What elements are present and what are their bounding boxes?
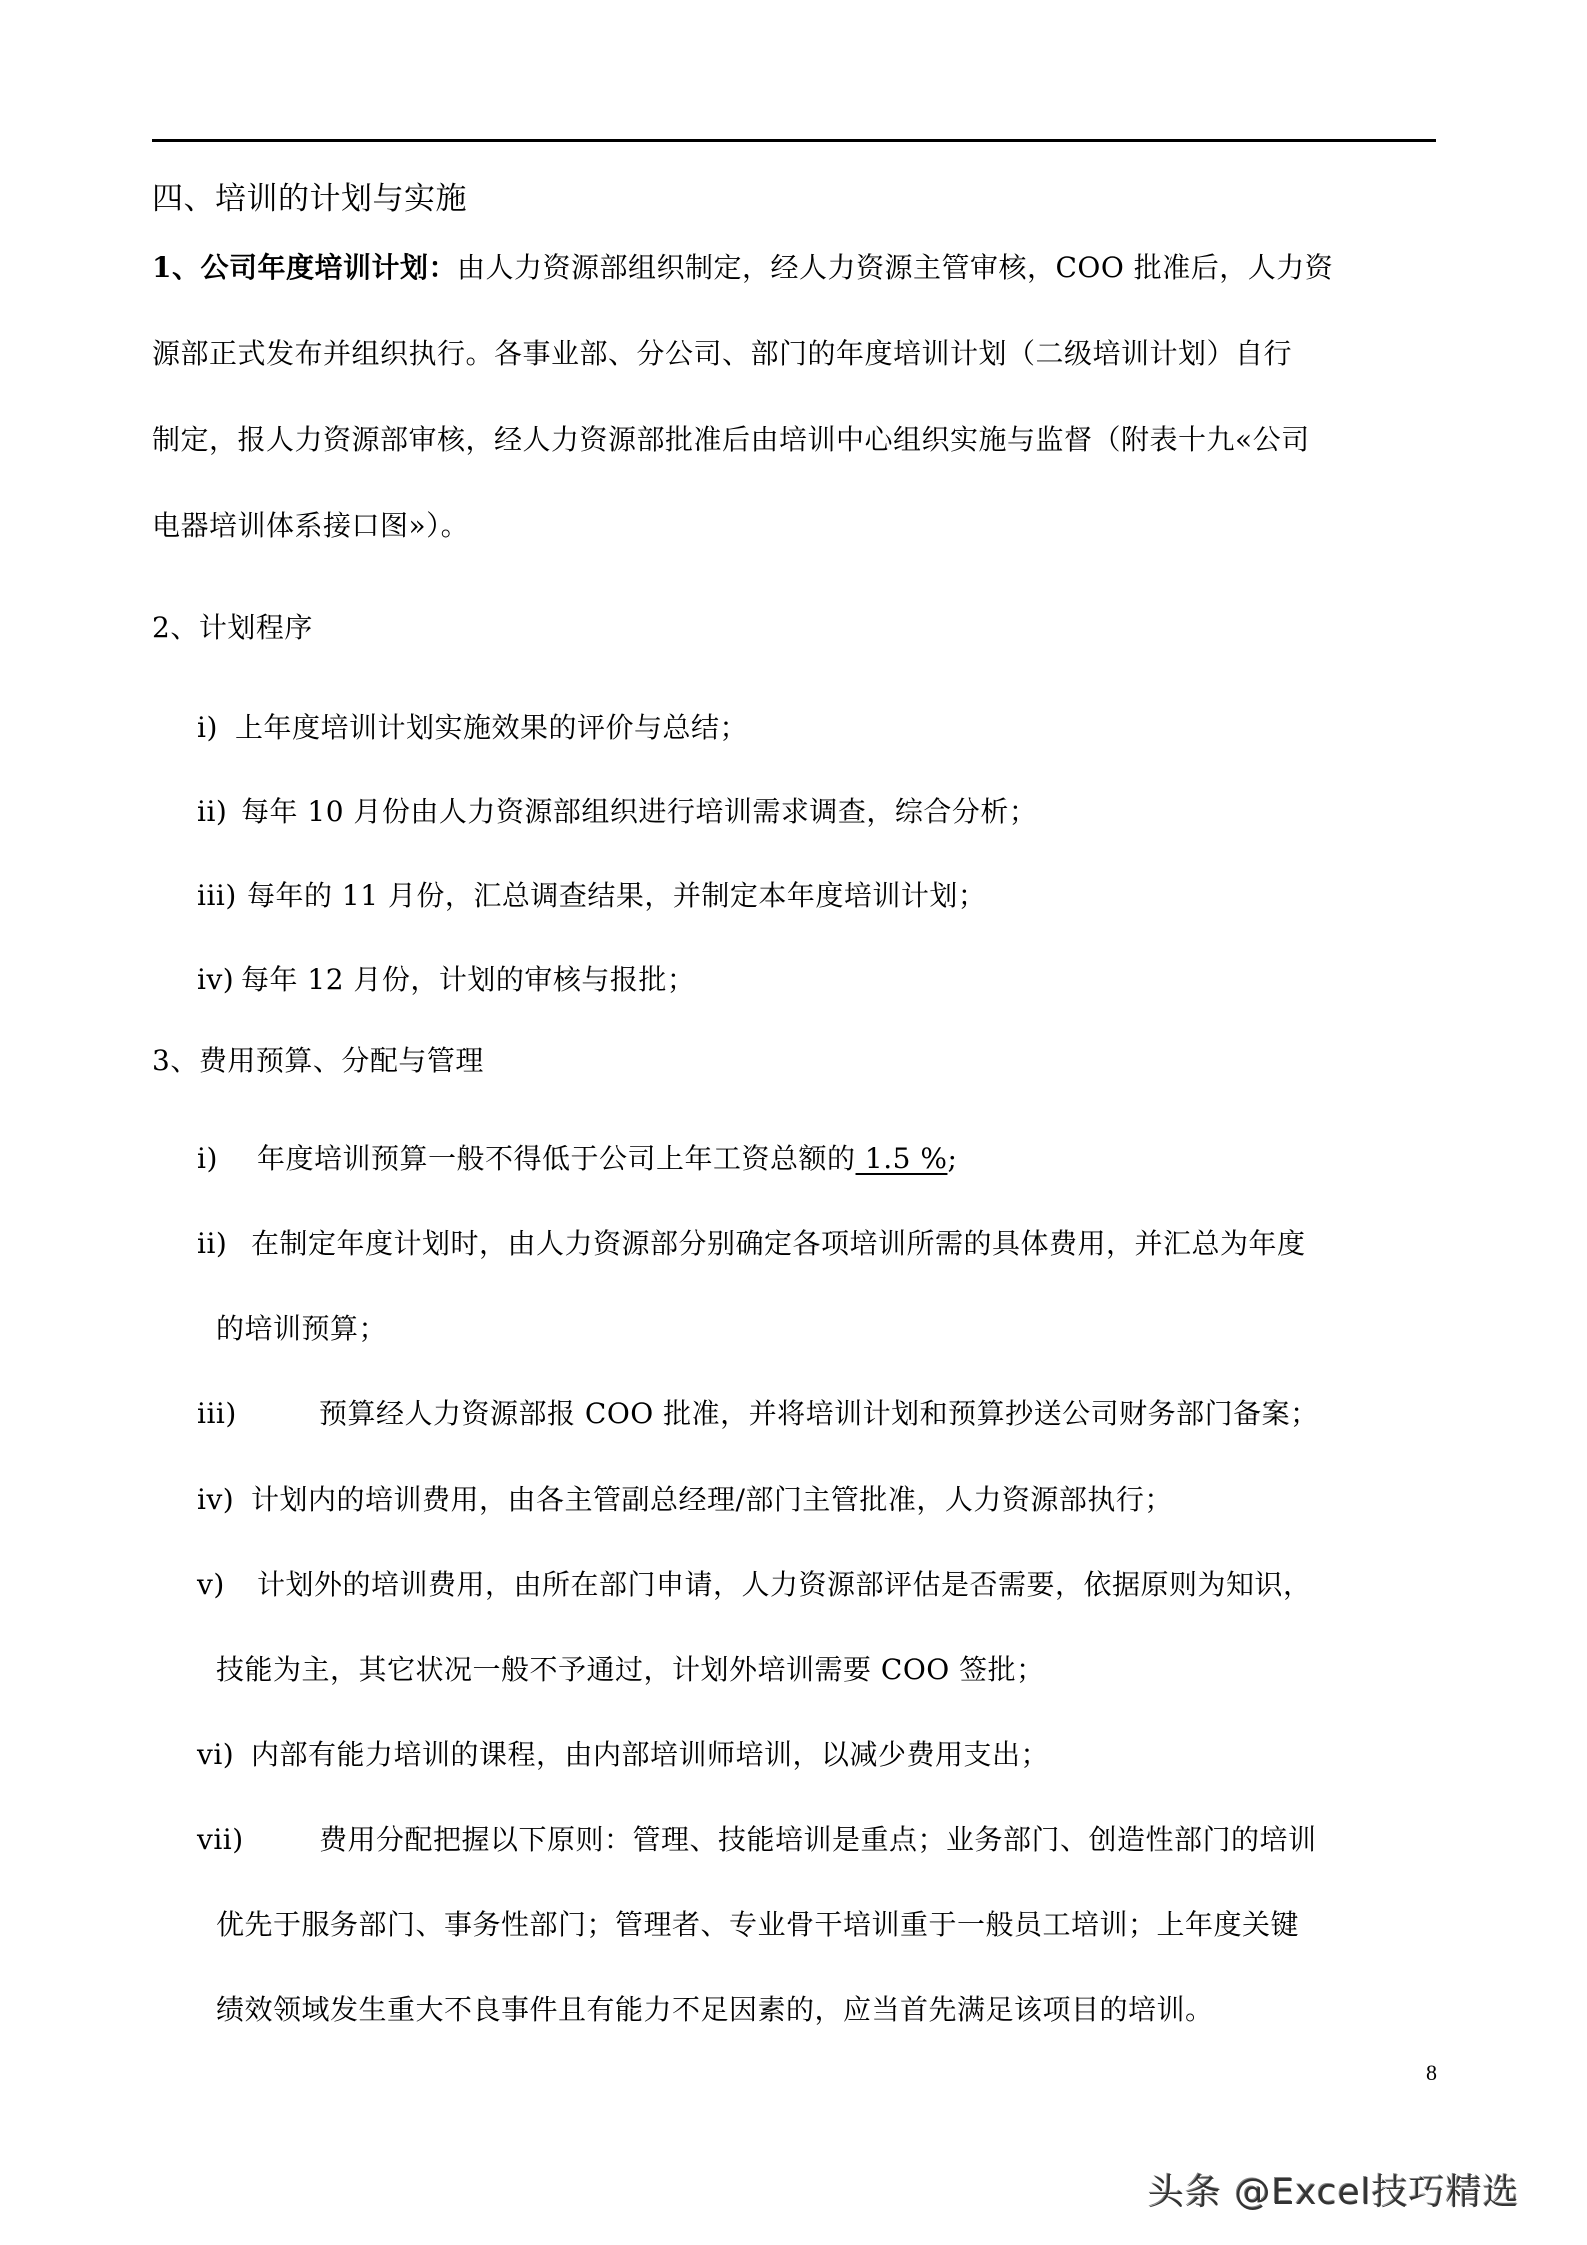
s3-item-5-cont: 技能为主，其它状况一般不予通过，计划外培训需要 COO 签批；: [216, 1653, 1045, 1686]
s1-line-1: [152, 251, 1333, 285]
item-marker: i): [197, 1142, 218, 1175]
item-marker: iii): [197, 1397, 237, 1430]
item-marker: iv): [197, 1483, 235, 1516]
s1-text-1: 由人力资源部组织制定，经人力资源主管审核，COO 批准后，人力资: [456, 251, 1334, 284]
s2-item-1: [197, 711, 748, 745]
item-text: 每年的 11 月份，汇总调查结果，并制定本年度培训计划；: [247, 879, 987, 912]
item-text: 每年 12 月份，计划的审核与报批；: [241, 963, 696, 996]
item-text: 预算经人力资源部报 COO 批准，并将培训计划和预算抄送公司财务部门备案；: [319, 1397, 1319, 1430]
s3-item-5: [197, 1568, 1312, 1602]
s3-item-2-cont: 的培训预算；: [216, 1312, 388, 1345]
s1-line-4: 电器培训体系接口图»）。: [152, 509, 470, 542]
s3-item-7-cont: 优先于服务部门、事务性部门；管理者、专业骨干培训重于一般员工培训；上年度关键: [216, 1908, 1300, 1941]
s2-item-3: [197, 879, 986, 913]
watermark: 头条 @Excel技巧精选: [1148, 2172, 1520, 2213]
item-text: 在制定年度计划时，由人力资源部分别确定各项培训所需的具体费用，并汇总为年度: [251, 1227, 1306, 1260]
item-text: 费用分配把握以下原则：管理、技能培训是重点；业务部门、创造性部门的培训: [319, 1823, 1317, 1856]
item-text: 计划内的培训费用，由各主管副总经理/部门主管批准，人力资源部执行；: [251, 1483, 1173, 1516]
section-title: 四、培训的计划与实施: [152, 181, 467, 217]
item-marker: ii): [197, 795, 228, 828]
item-text: 每年 10 月份由人力资源部组织进行培训需求调查，综合分析；: [241, 795, 1038, 828]
s2-item-4: [197, 963, 695, 997]
s2-item-2: [197, 795, 1037, 829]
page-number: 8: [1426, 2060, 1437, 2085]
item-marker: iii): [197, 879, 237, 912]
s3-item-4: [197, 1483, 1173, 1517]
s3-item-7-cont2: 绩效领域发生重大不良事件且有能力不足因素的，应当首先满足该项目的培训。: [216, 1993, 1214, 2026]
s3-item-7: [197, 1823, 1317, 1857]
s1-line-2: 源部正式发布并组织执行。各事业部、分公司、部门的年度培训计划（二级培训计划）自行: [152, 337, 1293, 370]
s2-title: 2、计划程序: [152, 611, 313, 644]
item-marker: i): [197, 711, 218, 744]
s3-item-2: [197, 1227, 1306, 1261]
s3-item-3: [197, 1397, 1319, 1431]
budget-percent: 1.5 %: [855, 1142, 948, 1175]
s3-title: 3、费用预算、分配与管理: [152, 1044, 484, 1077]
item-marker: iv): [197, 963, 235, 996]
s1-line-3: 制定，报人力资源部审核，经人力资源部批准后由培训中心组织实施与监督（附表十九«公司: [152, 423, 1310, 456]
item-text: 计划外的培训费用，由所在部门申请，人力资源部评估是否需要，依据原则为知识，: [257, 1568, 1312, 1601]
item-marker: ii): [197, 1227, 228, 1260]
item-marker: vi): [197, 1738, 235, 1771]
item-text: 内部有能力培训的课程，由内部培训师培训，以减少费用支出；: [251, 1738, 1050, 1771]
item-text: 年度培训预算一般不得低于公司上年工资总额的: [257, 1142, 856, 1175]
s1-label: 1、公司年度培训计划：: [152, 251, 457, 284]
item-marker: v): [197, 1568, 225, 1601]
item-marker: vii): [197, 1823, 244, 1856]
s3-item-6: [197, 1738, 1049, 1772]
header-rule: [152, 139, 1436, 142]
item-text: 上年度培训计划实施效果的评价与总结；: [235, 711, 749, 744]
s3-item-1: i) 年度培训预算一般不得低于公司上年工资总额的 1.5 %;: [197, 1142, 958, 1175]
